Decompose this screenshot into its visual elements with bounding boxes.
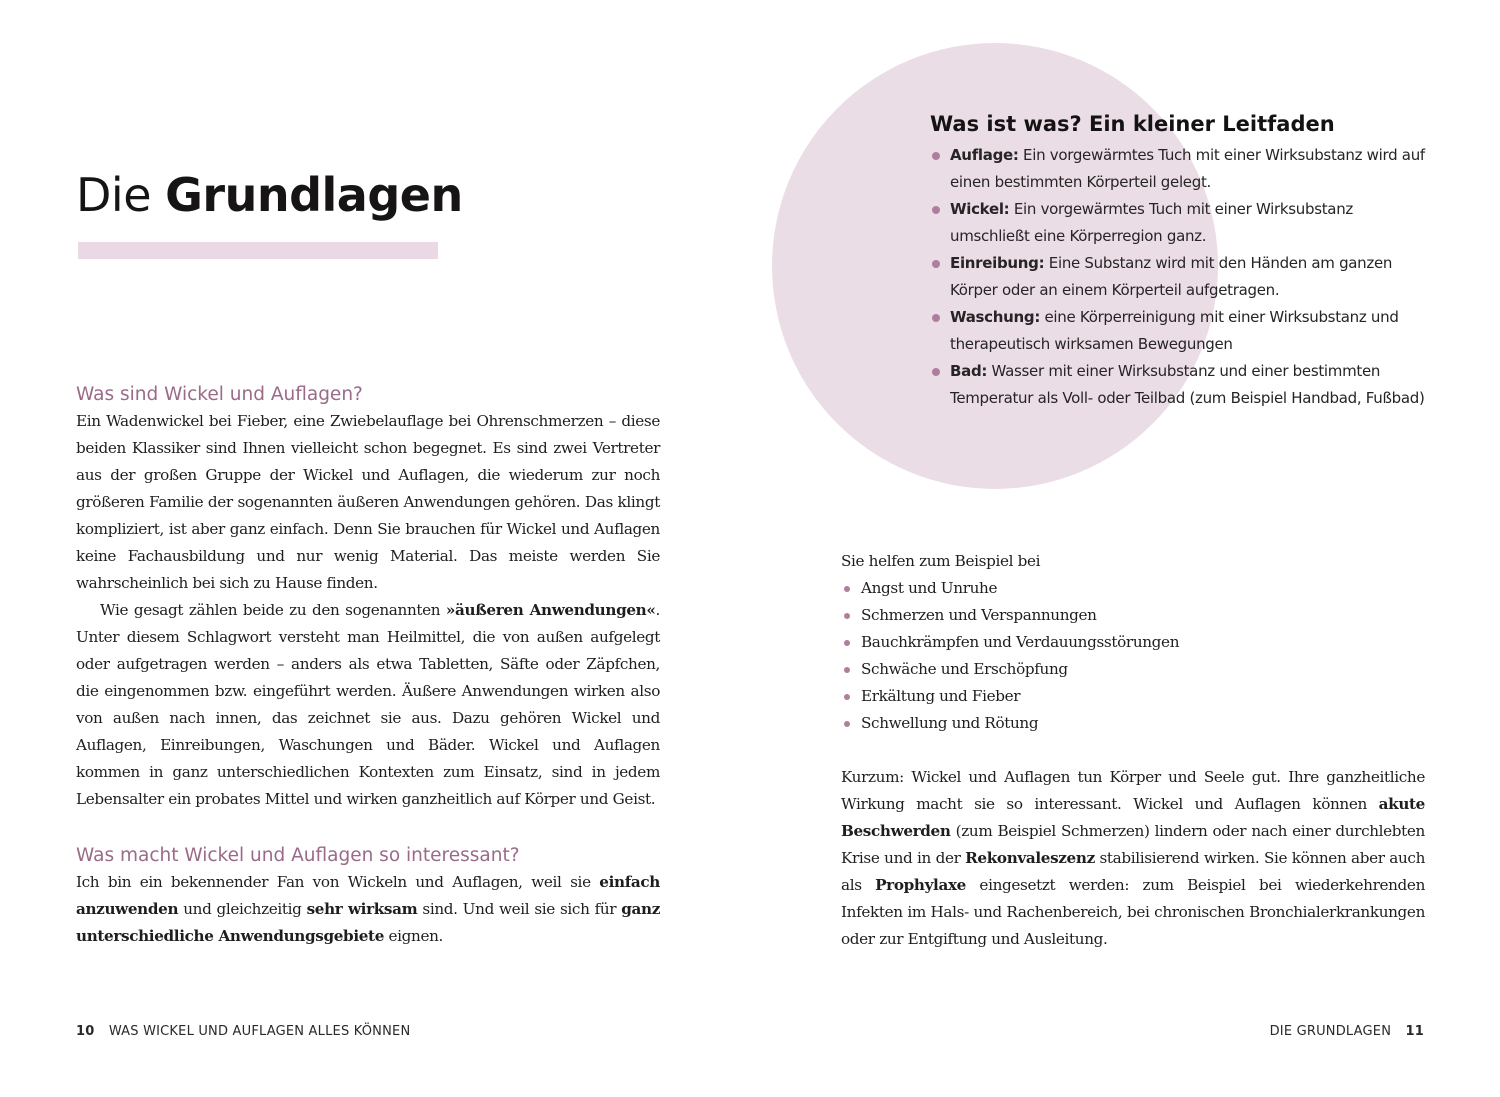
list-item (930, 304, 1430, 358)
list-item (930, 250, 1430, 304)
title-light: Die (76, 168, 152, 222)
emphasis: ganz unterschiedliche Anwendungsgebiete (76, 900, 660, 945)
term: Einreibung: (950, 254, 1045, 272)
help-list (841, 575, 1425, 737)
title-bold: Grundlagen (165, 168, 463, 222)
text-run: (zum Beispiel Schmerzen) lindern oder nach einer durchlebten Krise und in der (841, 822, 1425, 867)
definition: Ein vorgewärmtes Tuch mit einer Wirksubstanz umschließt eine Körperregion ganz. (950, 200, 1353, 245)
emphasis: sehr wirksam (306, 900, 418, 918)
help-intro: Sie helfen zum Beispiel bei (841, 552, 1041, 570)
list-item (930, 142, 1430, 196)
list-item: Schwäche und Erschöpfung (841, 656, 1425, 683)
page-number: 11 (1405, 1024, 1424, 1039)
guide-title-rest: Ein kleiner Leitfaden (1081, 112, 1335, 136)
list-item: Schmerzen und Verspannungen (841, 602, 1425, 629)
paragraph-intro: Ein Wadenwickel bei Fieber, eine Zwiebelauflage bei Ohrenschmerzen – diese beiden Klassiker sind Ihnen vielleicht schon begegnet. Es sind zwei Vertreter aus der großen Gruppe der Wickel und Auflagen, die wiederum zur noch größeren Familie der sogenannten äußeren Anwendungen gehören. Das klingt kompliziert, ist aber ganz einfach. Denn Sie brauchen für Wickel und Auflagen keine Fachausbildung und nur wenig Material. Das meiste werden Sie wahrscheinlich bei sich zu Hause finden. (76, 412, 660, 592)
help-section (841, 548, 1425, 953)
emphasis: Prophylaxe (875, 876, 966, 894)
guide-title-bold: Was ist was? (930, 112, 1082, 136)
paragraph-external-applications (76, 597, 660, 813)
guide-title (930, 112, 1430, 136)
guide-list (930, 142, 1430, 412)
paragraph-fan (76, 869, 660, 950)
emphasis: Rekonvaleszenz (965, 849, 1095, 867)
definition: Eine Substanz wird mit den Händen am ganzen Körper oder an einem Körperteil aufgetragen. (950, 254, 1393, 299)
text-run: . Unter diesem Schlagwort versteht man Heilmittel, die von außen aufgelegt oder aufgetragen werden – anders als etwa Tabletten, Säfte oder Zäpfchen, die eingenommen bzw. eingeführt werden. Äußere Anwendungen wirken also von außen nach innen, das zeichnet sie aus. Dazu gehören Wickel und Auflagen, Einreibungen, Waschungen und Bäder. Wickel und Auflagen kommen in ganz unterschiedlichen Kontexten zum Einsatz, sind in jedem Lebensalter ein probates Mittel und wirken ganzheitlich auf Körper und Geist. (76, 601, 660, 808)
text-run: Kurzum: Wickel und Auflagen tun Körper und Seele gut. Ihre ganzheitliche Wirkung macht sie so interessant. Wickel und Auflagen können (841, 768, 1425, 813)
text-run: sind. Und weil sie sich für (417, 900, 622, 918)
section-heading: Was sind Wickel und Auflagen? (76, 384, 363, 405)
section-why-interesting (76, 842, 660, 950)
list-item: Bauchkrämpfen und Verdauungsstörungen (841, 629, 1425, 656)
running-title: DIE GRUNDLAGEN (1269, 1024, 1392, 1039)
left-footer (76, 1024, 410, 1039)
section-heading: Was macht Wickel und Auflagen so interessant? (76, 845, 520, 866)
list-item (930, 358, 1430, 412)
term: Bad: (950, 362, 988, 380)
running-title: WAS WICKEL UND AUFLAGEN ALLES KÖNNEN (108, 1024, 411, 1039)
text-run: Ich bin ein bekennender Fan von Wickeln und Auflagen, weil sie (76, 873, 600, 891)
page-number: 10 (76, 1024, 95, 1039)
definition: Ein vorgewärmtes Tuch mit einer Wirksubstanz wird auf einen bestimmten Körperteil gelegt. (950, 146, 1425, 191)
title-underline-bar (78, 242, 438, 259)
emphasis: einfach anzuwenden (76, 873, 660, 918)
text-run: und gleichzeitig (178, 900, 307, 918)
text-run: eingesetzt werden: zum Beispiel bei wiederkehrenden Infekten im Hals- und Rachenbereich, bei chronischen Bronchialerkrankungen oder zur Entgiftung und Ausleitung. (841, 876, 1426, 948)
list-item: Angst und Unruhe (841, 575, 1425, 602)
list-item: Erkältung und Fieber (841, 683, 1425, 710)
term: Auflage: (950, 146, 1019, 164)
text-run: stabilisierend wirken. Sie können aber auch als (841, 849, 1426, 894)
emphasis: akute Beschwerden (841, 795, 1425, 840)
list-item (930, 196, 1430, 250)
term: Wickel: (950, 200, 1010, 218)
right-footer (1270, 1024, 1424, 1039)
list-item: Schwellung und Rötung (841, 710, 1425, 737)
chapter-title (76, 168, 463, 222)
definition: Wasser mit einer Wirksubstanz und einer bestimmten Temperatur als Voll- oder Teilbad (zum Beispiel Handbad, Fußbad) (950, 362, 1425, 407)
text-run: eignen. (384, 927, 444, 945)
emphasis: »äußeren Anwendungen« (445, 601, 656, 619)
term: Waschung: (950, 308, 1041, 326)
section-what-are-wraps (76, 381, 660, 813)
paragraph-summary (841, 764, 1425, 953)
definition: eine Körperreinigung mit einer Wirksubstanz und therapeutisch wirksamen Bewegungen (950, 308, 1399, 353)
text-run: Wie gesagt zählen beide zu den sogenannten (100, 601, 446, 619)
guide-box (930, 112, 1430, 412)
